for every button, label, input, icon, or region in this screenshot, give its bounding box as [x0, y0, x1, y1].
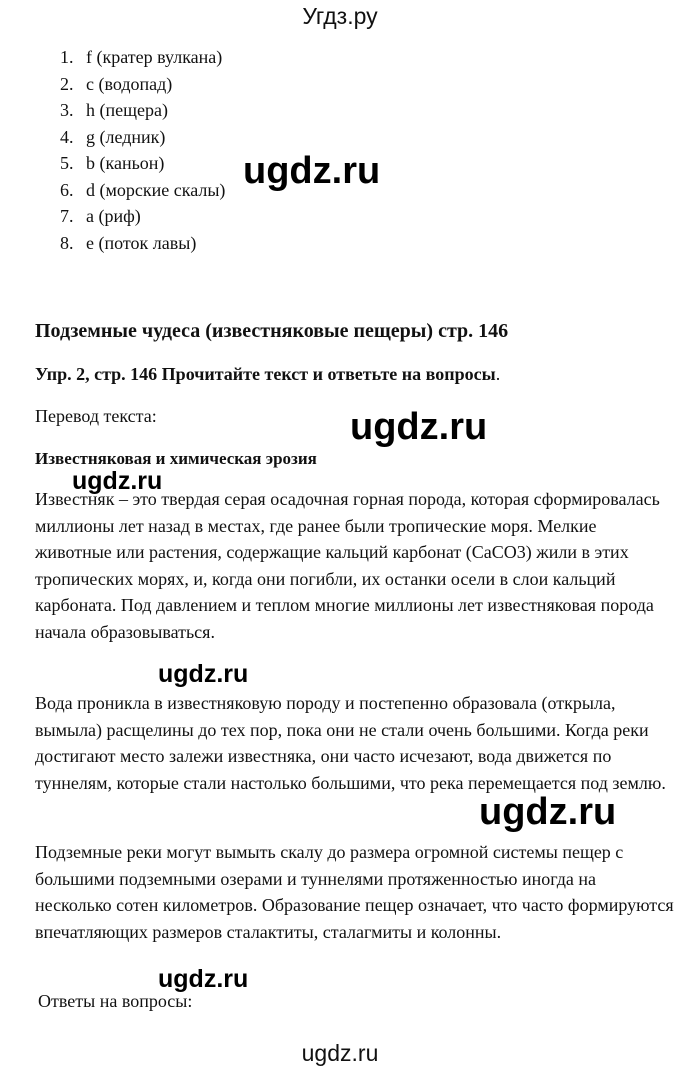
list-item [60, 150, 225, 177]
list-item [60, 97, 225, 124]
exercise-title-text: Упр. 2, стр. 146 Прочитайте текст и ответьте на вопросы [35, 364, 496, 384]
section-title: Подземные чудеса (известняковые пещеры) стр. 146 [35, 320, 509, 342]
list-item-text: a (риф) [86, 206, 141, 226]
paragraph: Вода проникла в известняковую породу и постепенно образовала (открыла, вымыла) расщелины до тех пор, пока они не стали очень большими. Когда реки достигают место залежи известняка, они часто исчезают, вода движется по туннелям, которые стали настолько большими, что река перемещается под землю. [35, 693, 666, 793]
list-item-text: c (водопад) [86, 73, 173, 94]
list-item-text: g (ледник) [86, 126, 166, 147]
list-item-number: 2. [60, 73, 74, 94]
list-item-text: e (поток лавы) [86, 232, 197, 253]
list-item-number: 3. [60, 100, 74, 120]
exercise-title [35, 361, 500, 387]
list-item-number: 7. [60, 206, 74, 226]
watermark: ugdz.ru [350, 406, 488, 448]
paragraph: Известняк – это твердая серая осадочная горная порода, которая сформировалась миллионы лет назад в местах, где ранее были тропические моря. Мелкие животные или растения, содержащие кальций карбонат (CaCO3) жили в этих тропических морях, и, когда они погибли, их останки осели в слои кальций карбоната. Под давлением и теплом многие миллионы лет известняковая порода начала образовываться. [35, 489, 660, 642]
list-item [60, 124, 225, 151]
watermark: ugdz.ru [158, 660, 249, 688]
list-item-number: 5. [60, 153, 74, 173]
list-item [60, 71, 225, 98]
watermark: ugdz.ru [72, 467, 163, 495]
list-item-number: 4. [60, 126, 74, 147]
watermark: ugdz.ru [158, 965, 249, 993]
list-item-text: f (кратер вулкана) [86, 47, 223, 67]
subheading: Известняковая и химическая эрозия [35, 449, 317, 468]
list-item-text: h (пещера) [86, 100, 168, 120]
translation-label: Перевод текста: [35, 406, 157, 426]
answers-list [60, 44, 225, 256]
list-item-number: 6. [60, 179, 74, 200]
list-item [60, 44, 225, 71]
watermark: ugdz.ru [243, 150, 381, 192]
list-item [60, 203, 225, 230]
list-item-text: b (каньон) [86, 153, 165, 173]
list-item-text: d (морские скалы) [86, 179, 226, 200]
footer-watermark: ugdz.ru [301, 1040, 379, 1066]
answers-label: Ответы на вопросы: [38, 991, 193, 1011]
exercise-title-period: . [495, 364, 501, 384]
paragraph: Подземные реки могут вымыть скалу до размера огромной системы пещер с большими подземными озерами и туннелями протяженностью иногда на несколько сотен километров. Образование пещер означает, что часто формируются впечатляющих размеров сталактиты, сталагмиты и колонны. [35, 842, 674, 942]
list-item-number: 8. [60, 232, 74, 253]
list-item [60, 230, 225, 257]
list-item-number: 1. [60, 47, 74, 67]
list-item [60, 177, 225, 204]
watermark: ugdz.ru [479, 791, 617, 833]
site-title: Угдз.ру [302, 3, 378, 29]
